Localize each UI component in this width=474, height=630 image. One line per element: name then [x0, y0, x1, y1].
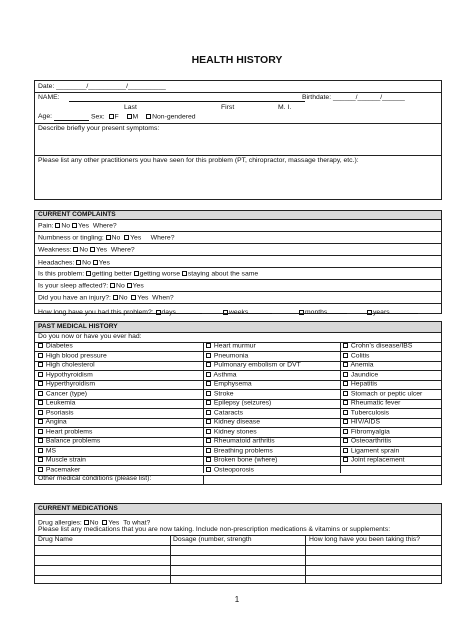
condition-checkbox[interactable]	[38, 391, 43, 396]
checkbox-numbness-yes[interactable]	[124, 235, 129, 240]
condition-item	[343, 353, 369, 360]
condition-checkbox[interactable]	[38, 353, 43, 358]
condition-item	[343, 448, 399, 455]
checkbox-years[interactable]	[367, 310, 372, 315]
condition-label: Asthma	[213, 371, 237, 379]
page-number: 1	[234, 595, 240, 604]
condition-item	[206, 457, 277, 464]
condition-item	[38, 457, 86, 464]
checkbox-non-gendered[interactable]	[146, 114, 151, 119]
condition-checkbox[interactable]	[38, 343, 43, 348]
condition-item	[38, 400, 75, 407]
age-input[interactable]	[54, 120, 89, 121]
condition-item	[206, 429, 257, 436]
duration-months: months	[299, 307, 347, 317]
condition-checkbox[interactable]	[206, 467, 211, 472]
condition-label: Psoriasis	[45, 409, 74, 417]
condition-checkbox[interactable]	[206, 429, 211, 434]
condition-label: Pacemaker	[45, 466, 81, 474]
condition-checkbox[interactable]	[206, 400, 211, 405]
condition-label: Rheumatoid arthritis	[213, 437, 275, 445]
condition-item	[343, 343, 412, 350]
condition-label: Ligament sprain	[350, 447, 400, 455]
condition-label: Rheumatic fever	[350, 399, 401, 407]
condition-label: Muscle strain	[45, 456, 86, 464]
meds-heading: CURRENT MEDICATIONS	[35, 504, 441, 514]
drug-allergies-row: Drug allergies: No Yes To what?	[38, 519, 151, 527]
pmh-question: Do you now or have you ever had:	[38, 333, 142, 340]
condition-checkbox[interactable]	[206, 438, 211, 443]
condition-checkbox[interactable]	[38, 429, 43, 434]
problem-progress-row: Is this problem: getting better getting worse staying about the same	[38, 270, 259, 278]
condition-label: Angina	[45, 418, 67, 426]
sex-label: Sex:	[91, 113, 105, 121]
condition-label: Pulmonary embolism or DVT	[213, 361, 301, 369]
condition-checkbox[interactable]	[38, 400, 43, 405]
page-title: HEALTH HISTORY	[191, 54, 283, 66]
condition-label: Jaundice	[350, 371, 379, 379]
condition-item	[38, 419, 67, 426]
pmh-heading: PAST MEDICAL HISTORY	[35, 322, 441, 332]
condition-label: Hypothyroidism	[45, 371, 93, 379]
condition-label: Heart murmur	[213, 342, 256, 350]
condition-item	[38, 391, 87, 398]
condition-label: Colitis	[350, 352, 370, 360]
condition-item	[343, 400, 400, 407]
condition-label: Crohn’s disease/IBS	[350, 342, 413, 350]
medications-instructions: Please list any medications that you are now taking. Include non-prescription medications & vitamins or supplements:	[38, 526, 391, 533]
condition-label: Broken bone (where)	[213, 456, 278, 464]
condition-checkbox[interactable]	[343, 343, 348, 348]
condition-checkbox[interactable]	[343, 391, 348, 396]
practitioners-input[interactable]	[35, 165, 441, 199]
col-drug-name: Drug Name	[38, 536, 73, 543]
checkbox-weakness-no[interactable]	[73, 247, 78, 252]
condition-checkbox[interactable]	[206, 362, 211, 367]
checkbox-allergies-yes[interactable]	[102, 520, 107, 525]
col-duration: How long have you been taking this?	[309, 536, 421, 543]
condition-label: Anemia	[350, 361, 374, 369]
condition-item	[206, 343, 256, 350]
condition-checkbox[interactable]	[343, 410, 348, 415]
patient-info-box	[34, 80, 442, 200]
condition-checkbox[interactable]	[206, 343, 211, 348]
current-complaints-section	[34, 210, 442, 314]
condition-label: HIV/AIDS	[350, 418, 380, 426]
condition-item	[38, 429, 92, 436]
checkbox-headaches-no[interactable]	[76, 260, 81, 265]
condition-label: Emphysema	[213, 380, 252, 388]
past-medical-history-section	[34, 321, 442, 485]
condition-label: Fibromyalgia	[350, 428, 390, 436]
condition-label: Epilepsy (seizures)	[213, 399, 272, 407]
name-label: NAME:	[38, 94, 60, 101]
condition-item	[38, 343, 73, 350]
condition-item	[343, 362, 374, 369]
condition-label: Balance problems	[45, 437, 101, 445]
complaints-heading: CURRENT COMPLAINTS	[35, 211, 441, 219]
sex-field: Sex: F M Non-gendered	[91, 113, 196, 121]
condition-item	[206, 419, 260, 426]
condition-item	[343, 381, 377, 388]
condition-checkbox[interactable]	[38, 419, 43, 424]
condition-checkbox[interactable]	[206, 353, 211, 358]
condition-item	[206, 362, 301, 369]
condition-checkbox[interactable]	[38, 381, 43, 386]
condition-checkbox[interactable]	[38, 438, 43, 443]
condition-label: Cataracts	[213, 409, 243, 417]
checkbox-injury-no[interactable]	[113, 295, 118, 300]
condition-label: Kidney stones	[213, 428, 257, 436]
condition-checkbox[interactable]	[343, 362, 348, 367]
condition-checkbox[interactable]	[343, 457, 348, 462]
condition-item	[343, 429, 390, 436]
condition-item	[38, 438, 100, 445]
condition-label: Pneumonia	[213, 352, 249, 360]
other-conditions-label: Other medical conditions (please list):	[38, 475, 152, 482]
condition-item	[206, 381, 252, 388]
condition-item	[206, 448, 273, 455]
condition-label: High cholesterol	[45, 361, 95, 369]
condition-checkbox[interactable]	[343, 372, 348, 377]
condition-item	[343, 438, 391, 445]
condition-label: MS	[45, 447, 57, 455]
condition-item	[38, 381, 95, 388]
practitioners-prompt: Please list any other practitioners you have seen for this problem (PT, chiropractor, massage therapy, etc.):	[38, 157, 359, 164]
condition-label: High blood pressure	[45, 352, 107, 360]
condition-checkbox[interactable]	[206, 419, 211, 424]
condition-checkbox[interactable]	[343, 400, 348, 405]
checkbox-getting-better[interactable]	[86, 271, 91, 276]
condition-item	[343, 410, 389, 417]
condition-label: Kidney disease	[213, 418, 260, 426]
checkbox-headaches-yes[interactable]	[93, 260, 98, 265]
checkbox-allergies-no[interactable]	[84, 520, 89, 525]
condition-label: Osteoarthritis	[350, 437, 392, 445]
symptoms-prompt: Describe briefly your present symptoms:	[38, 125, 160, 132]
condition-checkbox[interactable]	[206, 391, 211, 396]
checkbox-weakness-yes[interactable]	[90, 247, 95, 252]
condition-label: Breathing problems	[213, 447, 273, 455]
numbness-row: Numbness or tingling: No Yes Where?	[38, 234, 175, 242]
condition-item	[38, 353, 107, 360]
condition-item	[343, 419, 380, 426]
duration-weeks: weeks	[223, 307, 272, 317]
condition-item	[343, 372, 378, 379]
injury-row: Did you have an injury?: No Yes When?	[38, 294, 174, 302]
name-input[interactable]	[69, 101, 305, 102]
condition-checkbox[interactable]	[38, 362, 43, 367]
duration-row: How long have you had this problem?: days	[38, 307, 202, 317]
condition-checkbox[interactable]	[343, 353, 348, 358]
condition-checkbox[interactable]	[206, 448, 211, 453]
headaches-row: Headaches: No Yes	[38, 259, 110, 267]
condition-checkbox[interactable]	[343, 438, 348, 443]
condition-checkbox[interactable]	[206, 410, 211, 415]
condition-checkbox[interactable]	[38, 410, 43, 415]
condition-checkbox[interactable]	[206, 381, 211, 386]
checkbox-staying-same[interactable]	[182, 271, 187, 276]
condition-checkbox[interactable]	[38, 457, 43, 462]
condition-item	[38, 467, 80, 474]
checkbox-days[interactable]	[156, 310, 161, 315]
condition-label: Joint replacement	[350, 456, 405, 464]
pain-row: Pain: No Yes Where?	[38, 222, 117, 230]
condition-label: Cancer (type)	[45, 390, 88, 398]
condition-item	[38, 410, 73, 417]
checkbox-sleep-no[interactable]	[110, 283, 115, 288]
condition-item	[343, 391, 422, 398]
condition-checkbox[interactable]	[206, 457, 211, 462]
condition-item	[206, 410, 243, 417]
condition-checkbox[interactable]	[206, 372, 211, 377]
first-name-caption: First	[221, 104, 235, 111]
checkbox-injury-yes[interactable]	[131, 295, 136, 300]
checkbox-months[interactable]	[299, 310, 304, 315]
condition-item	[38, 362, 95, 369]
condition-checkbox[interactable]	[38, 372, 43, 377]
weakness-row: Weakness: No Yes Where?	[38, 246, 135, 254]
symptoms-input[interactable]	[35, 133, 441, 155]
checkbox-weeks[interactable]	[223, 310, 228, 315]
condition-item	[206, 467, 254, 474]
condition-item	[206, 438, 275, 445]
condition-label: Hyperthyroidism	[45, 380, 95, 388]
date-field[interactable]: Date: ________/__________/__________	[38, 83, 166, 90]
condition-label: Hepatitis	[350, 380, 378, 388]
condition-item	[206, 391, 234, 398]
condition-checkbox[interactable]	[38, 448, 43, 453]
last-name-caption: Last	[124, 104, 137, 111]
condition-label: Stomach or peptic ulcer	[350, 390, 423, 398]
condition-item	[38, 448, 56, 455]
checkbox-numbness-no[interactable]	[106, 235, 111, 240]
condition-label: Leukemia	[45, 399, 76, 407]
birthdate-field[interactable]: Birthdate: ______/______/______	[302, 94, 405, 101]
middle-initial-caption: M. I.	[278, 104, 292, 111]
condition-checkbox[interactable]	[343, 429, 348, 434]
checkbox-getting-worse[interactable]	[134, 271, 139, 276]
checkbox-female[interactable]	[109, 114, 114, 119]
condition-label: Diabetes	[45, 342, 73, 350]
age-label: Age:	[38, 113, 52, 120]
condition-label: Stroke	[213, 390, 234, 398]
condition-checkbox[interactable]	[343, 381, 348, 386]
col-dosage: Dosage (number, strength	[173, 536, 252, 543]
condition-label: Heart problems	[45, 428, 93, 436]
condition-item	[206, 353, 248, 360]
checkbox-pain-no[interactable]	[55, 223, 60, 228]
condition-label: Tuberculosis	[350, 409, 390, 417]
checkbox-male[interactable]	[127, 114, 132, 119]
condition-item	[206, 372, 237, 379]
condition-item	[38, 372, 93, 379]
checkbox-sleep-yes[interactable]	[127, 283, 132, 288]
condition-item	[343, 457, 405, 464]
condition-checkbox[interactable]	[343, 419, 348, 424]
condition-checkbox[interactable]	[343, 448, 348, 453]
current-medications-section	[34, 503, 442, 584]
condition-item	[206, 400, 271, 407]
condition-checkbox[interactable]	[38, 467, 43, 472]
sleep-row: Is your sleep affected?: No Yes	[38, 282, 144, 290]
checkbox-pain-yes[interactable]	[72, 223, 77, 228]
duration-years: years	[367, 307, 418, 317]
condition-label: Osteoporosis	[213, 466, 254, 474]
